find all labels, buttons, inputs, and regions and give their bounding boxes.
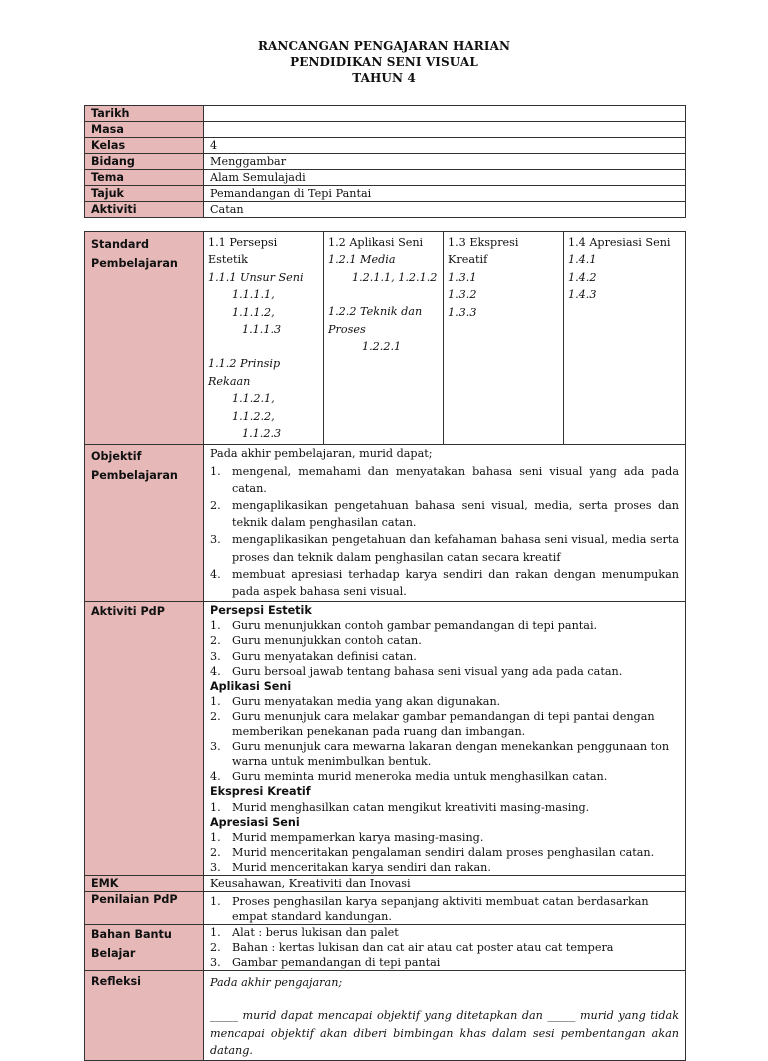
emk-row xyxy=(85,875,686,891)
list-item: 3. Guru menyatakan definisi catan. xyxy=(210,649,417,663)
lesson-plan-table xyxy=(84,231,686,1061)
info-table xyxy=(84,105,686,218)
info-label: Bidang xyxy=(85,154,204,170)
info-value: 4 xyxy=(204,138,686,154)
section-title-apresiasi: Apresiasi Seni xyxy=(210,815,300,829)
objektif-row xyxy=(85,445,686,602)
info-row xyxy=(85,106,686,122)
list-item: 2. Murid menceritakan pengalaman sendiri dalam proses penghasilan catan. xyxy=(210,845,655,859)
standard-col-ekspresi: 1.3 Ekspresi Kreatif 1.3.1 1.3.2 1.3.3 xyxy=(444,232,564,445)
header-subject: PENDIDIKAN SENI VISUAL xyxy=(290,55,478,69)
bahan-label: Bahan Bantu Belajar xyxy=(85,924,204,970)
list-item: 1. Guru menyatakan media yang akan digunakan. xyxy=(210,694,501,708)
list-item: 1. Guru menunjukkan contoh gambar pemandangan di tepi pantai. xyxy=(210,619,598,633)
standard-label: Standard Pembelajaran xyxy=(85,232,204,445)
list-item: 2. Bahan : kertas lukisan dan cat air atau cat poster atau cat tempera xyxy=(210,940,614,954)
info-value xyxy=(204,106,686,122)
refleksi-row xyxy=(85,970,686,1060)
list-item: 2. Guru menunjuk cara melakar gambar pemandangan di tepi pantai dengan memberikan penekanan pada ruang dan imbangan. xyxy=(210,709,655,739)
section-title-ekspresi: Ekspresi Kreatif xyxy=(210,785,311,799)
refleksi-content: Pada akhir pengajaran; _____ murid dapat mencapai objektif yang ditetapkan dan _____ murid yang tidak mencapai objektif akan diberi bimbingan khas dalam sesi pembentangan akan datang. xyxy=(204,970,686,1060)
info-label: Masa xyxy=(85,122,204,138)
aktiviti-row xyxy=(85,602,686,876)
info-value: Menggambar xyxy=(204,154,686,170)
bahan-row xyxy=(85,924,686,970)
info-row xyxy=(85,122,686,138)
section-title-persepsi: Persepsi Estetik xyxy=(210,604,312,618)
info-value: Catan xyxy=(204,202,686,218)
info-row xyxy=(85,186,686,202)
emk-label: EMK xyxy=(85,875,204,891)
info-row xyxy=(85,202,686,218)
list-item: 2. Guru menunjukkan contoh catan. xyxy=(210,634,422,648)
header-year: TAHUN 4 xyxy=(352,71,416,85)
list-item: 1. Murid menghasilkan catan mengikut kreativiti masing-masing. xyxy=(210,800,590,814)
info-row xyxy=(85,154,686,170)
objektif-content: Pada akhir pembelajaran, murid dapat; 1. mengenal, memahami dan menyatakan bahasa seni visual yang ada pada catan. 2. mengaplikasikan pengetahuan bahasa seni visual, media, serta proses dan teknik dalam penghasilan catan. 3. mengaplikasikan pengetahuan dan kefahaman bahasa seni visual, media serta proses dan teknik dalam penghasilan catan secara kreatif 4. membuat apresiasi terhadap karya sendiri dan rakan dengan menumpukan pada aspek bahasa seni visual. xyxy=(204,445,686,602)
list-item: 1. Murid mempamerkan karya masing-masing. xyxy=(210,830,484,844)
objektif-label: Objektif Pembelajaran xyxy=(85,445,204,602)
refleksi-label: Refleksi xyxy=(85,970,204,1060)
aktiviti-content xyxy=(204,602,686,876)
info-row xyxy=(85,138,686,154)
penilaian-label: Penilaian PdP xyxy=(85,891,204,924)
standard-col-aplikasi: 1.2 Aplikasi Seni 1.2.1 Media 1.2.1.1, 1.2.1.2 1.2.2 Teknik dan Proses 1.2.2.1 xyxy=(324,232,444,445)
aktiviti-label: Aktiviti PdP xyxy=(85,602,204,876)
list-item: 1. mengenal, memahami dan menyatakan bahasa seni visual yang ada pada catan. xyxy=(210,464,679,495)
list-item: 2. mengaplikasikan pengetahuan bahasa seni visual, media, serta proses dan teknik dalam penghasilan catan. xyxy=(210,499,679,530)
info-label: Aktiviti xyxy=(85,202,204,218)
info-row xyxy=(85,170,686,186)
list-item: 3. Murid menceritakan karya sendiri dan rakan. xyxy=(210,860,491,874)
standard-col-persepsi: 1.1 Persepsi Estetik 1.1.1 Unsur Seni 1.1.1.1, 1.1.1.2, 1.1.1.3 1.1.2 Prinsip Rekaan 1.1.2.1, 1.1.2.2, 1.1.2.3 xyxy=(204,232,324,445)
info-value: Alam Semulajadi xyxy=(204,170,686,186)
penilaian-content xyxy=(204,891,686,924)
emk-value: Keusahawan, Kreativiti dan Inovasi xyxy=(204,875,686,891)
list-item: 3. Gambar pemandangan di tepi pantai xyxy=(210,955,441,969)
info-label: Kelas xyxy=(85,138,204,154)
bahan-content xyxy=(204,924,686,970)
list-item: 3. mengaplikasikan pengetahuan dan kefahaman bahasa seni visual, media serta proses dan teknik dalam penghasilan catan secara kreatif xyxy=(210,533,679,564)
list-item: 1. Proses penghasilan karya sepanjang aktiviti membuat catan berdasarkan empat standard kandungan. xyxy=(210,894,649,923)
info-value: Pemandangan di Tepi Pantai xyxy=(204,186,686,202)
list-item: 4. Guru bersoal jawab tentang bahasa seni visual yang ada pada catan. xyxy=(210,664,623,678)
info-label: Tema xyxy=(85,170,204,186)
standard-col-apresiasi: 1.4 Apresiasi Seni 1.4.1 1.4.2 1.4.3 xyxy=(564,232,686,445)
info-value xyxy=(204,122,686,138)
info-label: Tajuk xyxy=(85,186,204,202)
list-item: 3. Guru menunjuk cara mewarna lakaran dengan menekankan penggunaan ton warna untuk menimbulkan bentuk. xyxy=(210,740,670,769)
list-item: 4. membuat apresiasi terhadap karya sendiri dan rakan dengan menumpukan pada aspek bahasa seni visual. xyxy=(210,567,679,599)
standard-row xyxy=(85,232,686,445)
info-label: Tarikh xyxy=(85,106,204,122)
document-header xyxy=(0,38,768,86)
section-title-aplikasi: Aplikasi Seni xyxy=(210,679,292,693)
list-item: 1. Alat : berus lukisan dan palet xyxy=(210,925,399,939)
header-title: RANCANGAN PENGAJARAN HARIAN xyxy=(257,39,511,53)
list-item: 4. Guru meminta murid meneroka media untuk menghasilkan catan. xyxy=(210,770,608,784)
refleksi-text: _____ murid dapat mencapai objektif yang ditetapkan dan _____ murid yang tidak mencapai objektif akan diberi bimbingan khas dalam sesi pembentangan akan datang. xyxy=(210,1009,679,1058)
penilaian-row xyxy=(85,891,686,924)
